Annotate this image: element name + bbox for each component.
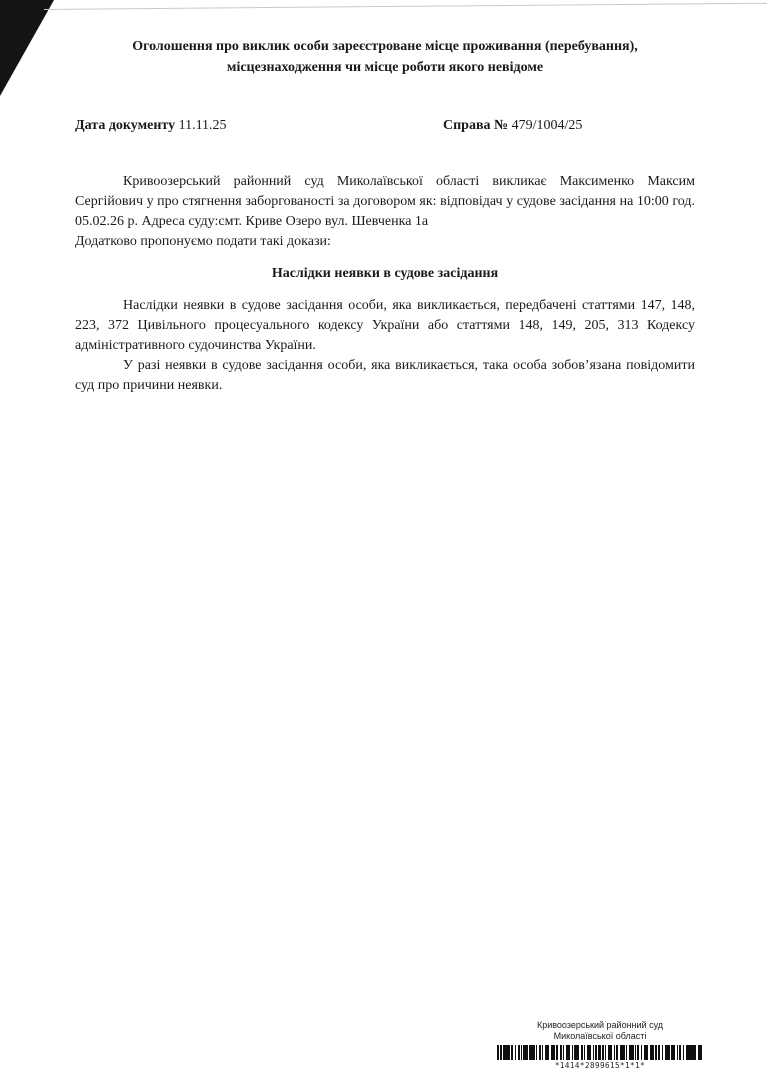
barcode-text: *1414*2899615*1*1* <box>554 1061 646 1070</box>
scan-artifact-top-line <box>44 3 767 10</box>
date-label: Дата документу <box>75 118 176 133</box>
document-content <box>75 36 695 396</box>
barcode <box>497 1045 703 1060</box>
case-number-value: 479/1004/25 <box>511 118 583 133</box>
date-value: 11.11.25 <box>178 118 227 133</box>
summons-paragraph: Кривоозерський районний суд Миколаївської області викликає Максименко Максим Сергійович у про стягнення заборгованості за договором як: відповідач у судове засідання на 10:00 год. 05.02.26 р. Адреса суду:смт. Криве Озеро вул. Шевченка 1а <box>75 174 695 229</box>
scan-artifact-corner <box>0 0 54 96</box>
section-heading: Наслідки неявки в судове засідання <box>271 266 499 281</box>
obligation-paragraph: У разі неявки в судове засідання особи, яка викликається, така особа зобов’язана повідомити суд про причини неявки. <box>75 358 695 393</box>
document-title-line2: місцезнаходження чи місце роботи якого невідоме <box>226 60 544 75</box>
document-title-line1: Оголошення про виклик особи зареєстроване місце проживання (перебування), <box>132 39 638 54</box>
document-footer <box>497 1020 703 1070</box>
footer-court-name-line1: Кривоозерський районний суд <box>536 1020 664 1030</box>
case-number-label: Справа № <box>443 118 509 133</box>
consequences-paragraph: Наслідки неявки в судове засідання особи, яка викликається, передбачені статтями 147, 148, 223, 372 Цивільного процесуального кодексу України або статтями 148, 149, 205, 313 Кодексу адміністративного судочинства України. <box>75 298 695 353</box>
date-field <box>75 118 227 133</box>
evidence-request-line: Додатково пропонуємо подати такі докази: <box>75 234 331 249</box>
footer-court-name-line2: Миколаївської області <box>553 1031 647 1041</box>
document-meta-row <box>75 116 695 136</box>
case-field <box>443 116 582 136</box>
document-title <box>75 36 695 78</box>
